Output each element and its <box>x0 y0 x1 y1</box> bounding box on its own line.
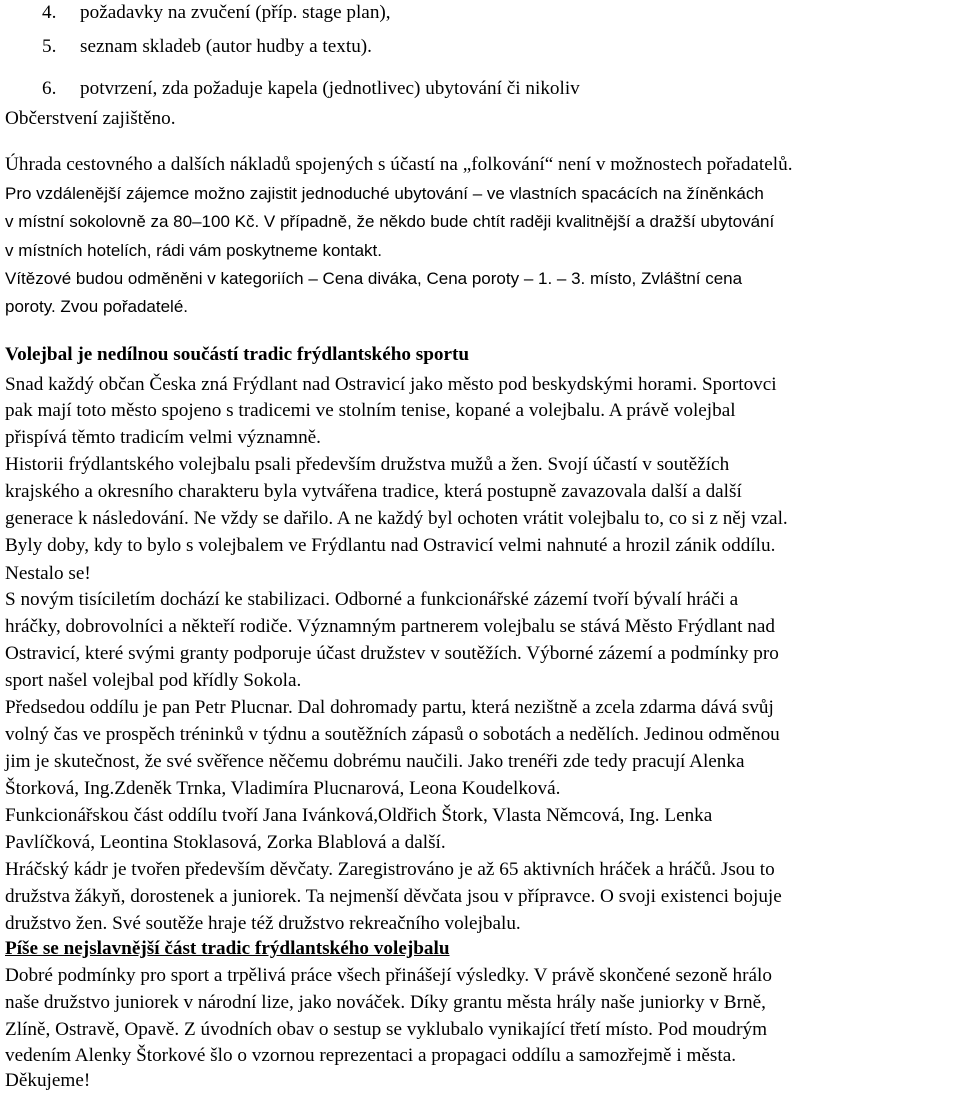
intro-line: Občerstvení zajištěno. <box>5 108 176 129</box>
body-line: Předsedou oddílu je pan Petr Plucnar. Dal dohromady partu, která nezištně a zcela zdarma dává svůj <box>5 697 774 718</box>
intro-line: Pro vzdálenější zájemce možno zajistit jednoduché ubytování – ve vlastních spacácích na žíněnkách <box>5 184 764 203</box>
list-item-text: požadavky na zvučení (příp. stage plan), <box>80 2 391 23</box>
body-line: hráčky, dobrovolníci a někteří rodiče. Významným partnerem volejbalu se stává Město Frýdlant nad <box>5 616 775 637</box>
list-item <box>42 34 372 60</box>
list-item-text: seznam skladeb (autor hudby a textu). <box>80 36 372 57</box>
body-line: družstva žákyň, dorostenek a juniorek. Ta nejmenší děvčata jsou v přípravce. O svoji existenci bojuje <box>5 886 782 907</box>
body-line: Hráčský kádr je tvořen především děvčaty. Zaregistrováno je až 65 aktivních hráček a hráčů. Jsou to <box>5 859 775 880</box>
intro-line: poroty. Zvou pořadatelé. <box>5 297 189 316</box>
body-line: pak mají toto město spojeno s tradicemi ve stolním tenise, kopané a volejbalu. A právě volejbal <box>5 400 736 421</box>
intro-line: v místních hotelích, rádi vám poskytneme kontakt. <box>5 241 382 260</box>
body-line: krajského a okresního charakteru byla vytvářena tradice, která postupně zavazovala další a další <box>5 481 742 502</box>
list-item-text: potvrzení, zda požaduje kapela (jednotlivec) ubytování či nikoliv <box>80 78 580 99</box>
body-line: Ostravicí, které svými granty podporuje účast družstev v soutěžích. Výborné zázemí a podmínky pro <box>5 643 779 664</box>
intro-line: Vítězové budou odměněni v kategoriích – Cena diváka, Cena poroty – 1. – 3. místo, Zvláštní cena <box>5 269 743 288</box>
body-line: jim je skutečnost, že své svěřence něčemu dobrému naučili. Jako trenéři zde tedy pracují Alenka <box>5 751 745 772</box>
body-line: Snad každý občan Česka zná Frýdlant nad Ostravicí jako město pod beskydskými horami. Sportovci <box>5 374 777 395</box>
section-heading: Volejbal je nedílnou součástí tradic frýdlantského sportu <box>5 344 470 365</box>
body-line: Historii frýdlantského volejbalu psali především družstva mužů a žen. Svojí účastí v soutěžích <box>5 454 730 475</box>
body-line: Pavlíčková, Leontina Stoklasová, Zorka Blablová a další. <box>5 832 446 853</box>
list-item <box>42 76 580 102</box>
list-item-number: 4. <box>42 2 57 23</box>
body-line: přispívá těmto tradicím velmi významně. <box>5 427 321 448</box>
body-line: družstvo žen. Své soutěže hraje též družstvo rekreačního volejbalu. <box>5 913 521 934</box>
body-line: Nestalo se! <box>5 563 91 584</box>
intro-line: v místní sokolovně za 80–100 Kč. V případně, že někdo bude chtít raději kvalitnější a dražší ubytování <box>5 212 775 231</box>
intro-line: Úhrada cestovného a dalších nákladů spojených s účastí na „folkování“ není v možnostech pořadatelů. <box>5 154 793 175</box>
body-line: volný čas ve prospěch tréninků v týdnu a soutěžních zápasů o sobotách a nedělích. Jedinou odměnou <box>5 724 780 745</box>
body-line: vedením Alenky Štorkové šlo o vzornou reprezentaci a propagaci oddílu a samozřejmě i města. <box>5 1045 737 1066</box>
section-heading: Píše se nejslavnější část tradic frýdlantského volejbalu <box>5 938 450 959</box>
list-item-number: 6. <box>42 78 57 99</box>
body-line: sport našel volejbal pod křídly Sokola. <box>5 670 302 691</box>
body-line: Děkujeme! <box>5 1070 91 1091</box>
body-line: Zlíně, Ostravě, Opavě. Z úvodních obav o sestup se vyklubalo vynikající třetí místo. Pod moudrým <box>5 1019 768 1040</box>
body-line: S novým tisíciletím dochází ke stabilizaci. Odborné a funkcionářské zázemí tvoří bývalí hráči a <box>5 589 739 610</box>
list-item-number: 5. <box>42 36 57 57</box>
body-line: Štorková, Ing.Zdeněk Trnka, Vladimíra Plucnarová, Leona Koudelková. <box>5 778 561 799</box>
body-line: naše družstvo juniorek v národní lize, jako nováček. Díky grantu města hrály naše juniorky v Brně, <box>5 992 766 1013</box>
body-line: Dobré podmínky pro sport a trpělivá práce všech přinášejí výsledky. V právě skončené sezoně hrálo <box>5 965 772 986</box>
body-line: Funkcionářskou část oddílu tvoří Jana Ivánková,Oldřich Štork, Vlasta Němcová, Ing. Lenka <box>5 805 713 826</box>
body-line: Byly doby, kdy to bylo s volejbalem ve Frýdlantu nad Ostravicí velmi nahnuté a hrozil zánik oddílu. <box>5 535 776 556</box>
list-item <box>42 0 391 26</box>
body-line: generace k následování. Ne vždy se dařilo. A ne každý byl ochoten vrátit volejbalu to, co si z něj vzal. <box>5 508 788 529</box>
